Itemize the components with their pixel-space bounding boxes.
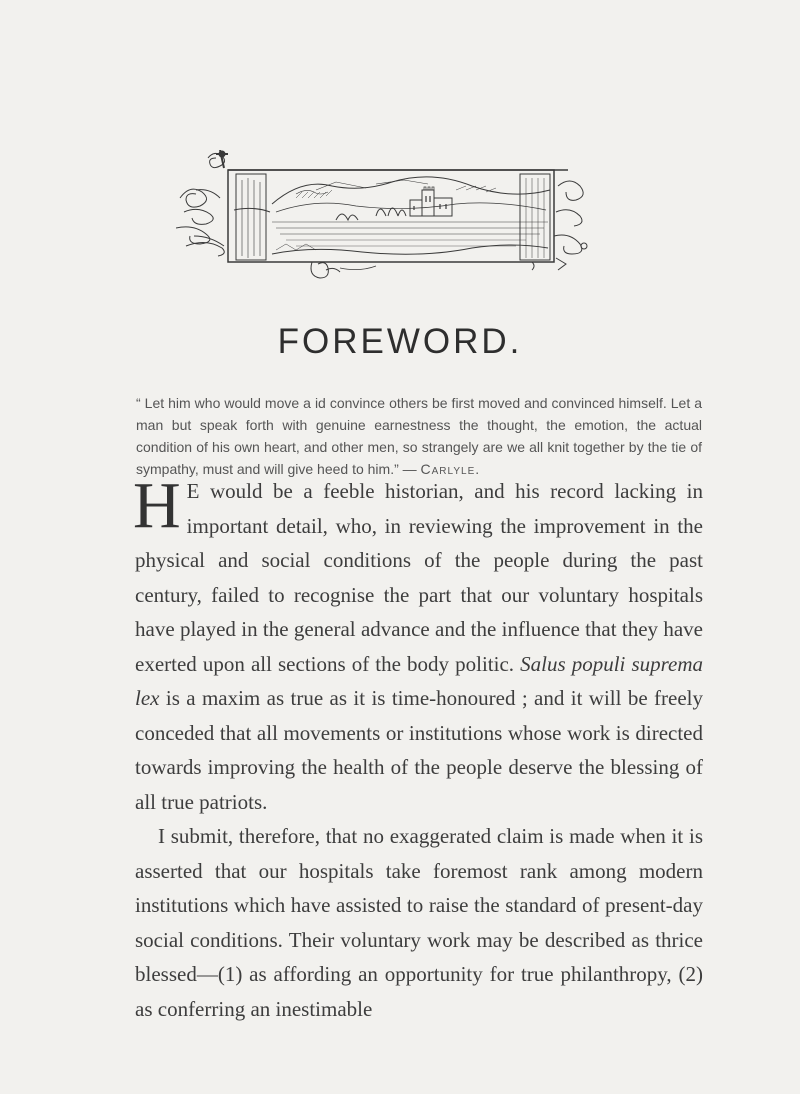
first-word-rest: E	[186, 479, 200, 503]
drop-cap: H	[133, 469, 181, 542]
latin-maxim: Salus populi suprema lex	[135, 651, 703, 710]
epigraph-quote	[136, 392, 702, 480]
page-heading: FOREWORD.	[277, 322, 523, 361]
epigraph-author: Carlyle.	[420, 461, 481, 477]
paragraph-2: I submit, therefore, that no exaggerated claim is made when it is asserted that our hospitals take foremost rank among modern institutions which have assisted to raise the standard of present-day social conditions. Their voluntary work may be described as thrice blessed—(1) as affording an opportunity for true philanthropy, (2) as conferring an inestimable	[135, 824, 703, 1021]
paragraph-1-text-a: would be a feeble historian, and his record lacking in important detail, who, in reviewing the improvement in the physical and social conditions of the people during the past century, failed to recognise the part that our voluntary hospitals have played in the general advance and the influence that they have exerted upon all sections of the body politic.	[135, 479, 703, 676]
paragraph-1-text-b: is a maxim as true as it is time-honoured ; and it will be freely conceded that all movements or institutions whose work is directed towards improving the health of the people deserve the blessing of all true patriots.	[135, 686, 703, 814]
landscape-vignette-illustration	[176, 150, 598, 282]
epigraph-text: “ Let him who would move a id convince others be first moved and convinced himself. Let a man but speak forth with genuine earnestness the thought, the emotion, the actual condition of his own heart, and other men, so strangely are we all knit together by the tie of sympathy, must and will give heed to him.” —	[136, 395, 702, 477]
